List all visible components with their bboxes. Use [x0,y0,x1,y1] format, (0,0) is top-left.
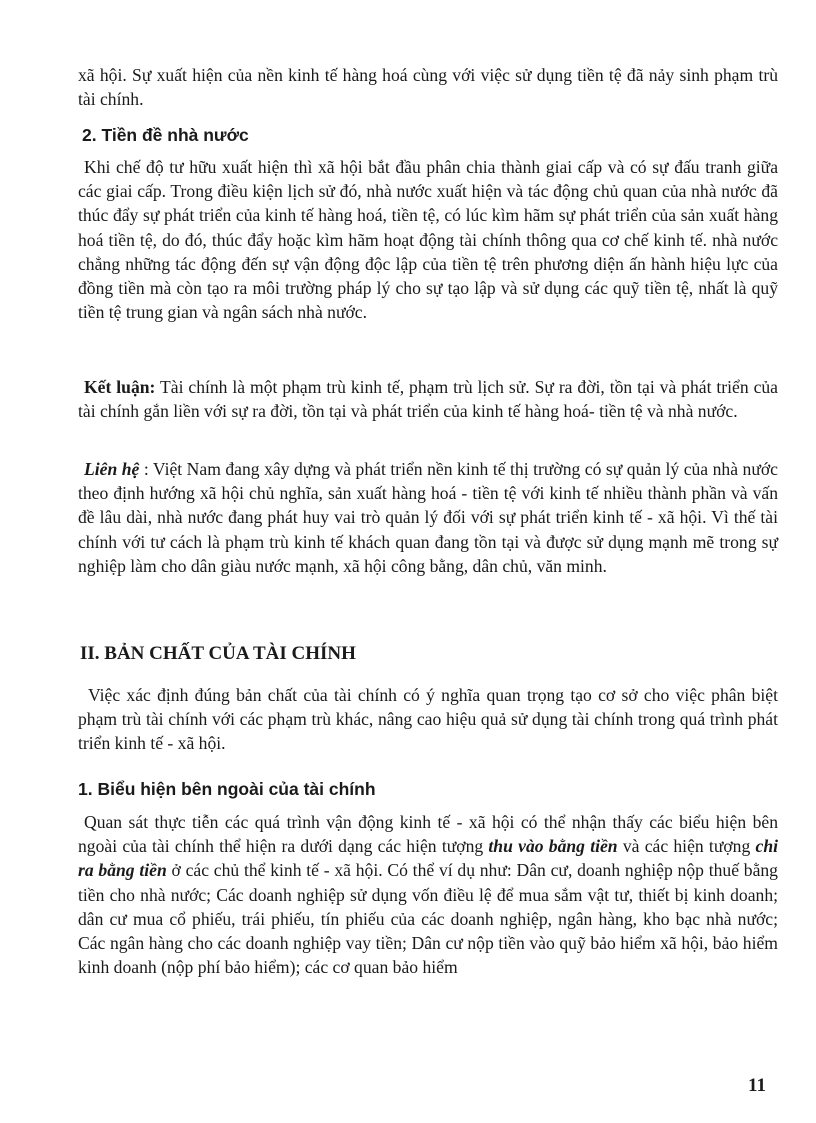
relation-text: : Việt Nam đang xây dựng và phát triển nền kinh tế thị trường có sự quản lý của nhà nước theo định hướng xã hội chủ nghĩa, sản xuất hàng hoá - tiền tệ với kinh tế nhiều thành phần và vấn đề lâu dài, nhà nước đang phát huy vai trò quản lý đối với sự phát triển kinh tế - xã hội. Vì thế tài chính với tư cách là phạm trù kinh tế khách quan đang tồn tại và được sử dụng mạnh mẽ trong sự nghiệp làm cho dân giàu nước mạnh, xã hội công bằng, dân chủ, văn minh. [78,459,778,576]
manifestation-text-a: Quan sát thực tiễn các quá trình vận động kinh tế - xã hội có thể nhận thấy các biểu hiện bên ngoài của tài chính thể hiện ra dưới dạng các hiện tượng [78,812,778,857]
relation-label: Liên hệ [84,459,140,479]
manifestation-text-c: ở các chủ thể kinh tế - xã hội. Có thể ví dụ như: Dân cư, doanh nghiệp nộp thuế bằng tiền cho nhà nước; Các doanh nghiệp sử dụng vốn điều lệ để mua sắm vật tư, thiết bị kinh doanh; dân cư mua cổ phiếu, trái phiếu, tín phiếu của các doanh nghiệp, ngân hàng, kho bạc nhà nước; Các ngân hàng cho các doanh nghiệp vay tiền; Dân cư nộp tiền vào quỹ bảo hiểm xã hội, bảo hiểm kinh doanh (nộp phí bảo hiểm); các cơ quan bảo hiểm [78,860,778,978]
page-number: 11 [748,1075,766,1096]
conclusion-label: Kết luận: [84,377,156,397]
paragraph-relation [78,457,778,578]
emphasis-spending-in-money: chi ra bằng tiền [78,836,778,881]
section-heading-nature-of-finance: II. BẢN CHẤT CỦA TÀI CHÍNH [80,643,356,664]
paragraph-external-manifestation [78,810,778,979]
conclusion-text: Tài chính là một phạm trù kinh tế, phạm trù lịch sử. Sự ra đời, tồn tại và phát triển của tài chính gắn liền với sự ra đời, tồn tại và phát triển của kinh tế hàng hoá- tiền tệ và nhà nước. [78,377,778,422]
heading-state-premise: 2. Tiền đề nhà nước [82,125,249,145]
emphasis-income-in-money: thu vào bằng tiền [488,836,618,857]
paragraph-state-premise: Khi chế độ tư hữu xuất hiện thì xã hội bắt đầu phân chia thành giai cấp và có sự đấu tranh giữa các giai cấp. Trong điều kiện lịch sử đó, nhà nước xuất hiện và tác động chủ quan của nhà nước đã thúc đẩy sự phát triển của kinh tế hàng hoá, tiền tệ, có lúc kìm hãm sự phát triển của sản xuất hàng hoá tiền tệ, do đó, thúc đẩy hoặc kìm hãm hoạt động tài chính thông qua cơ chế kinh tế. nhà nước chẳng những tác động đến sự vận động độc lập của tiền tệ trên phương diện ấn hành hiệu lực của đồng tiền mà còn tạo ra môi trường pháp lý cho sự tạo lập và sử dụng các quỹ tiền tệ, nhất là quỹ tiền tệ trung gian và ngân sách nhà nước. [78,157,778,323]
paragraph-conclusion [78,375,778,423]
manifestation-text-b: và các hiện tượng [617,836,756,857]
paragraph-intro-end: xã hội. Sự xuất hiện của nền kinh tế hàng hoá cùng với việc sử dụng tiền tệ đã nảy sinh phạm trù tài chính. [78,65,778,110]
heading-external-manifestation: 1. Biểu hiện bên ngoài của tài chính [78,779,376,799]
paragraph-nature-intro: Việc xác định đúng bản chất của tài chính có ý nghĩa quan trọng tạo cơ sở cho việc phân biệt phạm trù tài chính với các phạm trù khác, nâng cao hiệu quả sử dụng tài chính trong quá trình phát triển kinh tế - xã hội. [78,685,778,754]
